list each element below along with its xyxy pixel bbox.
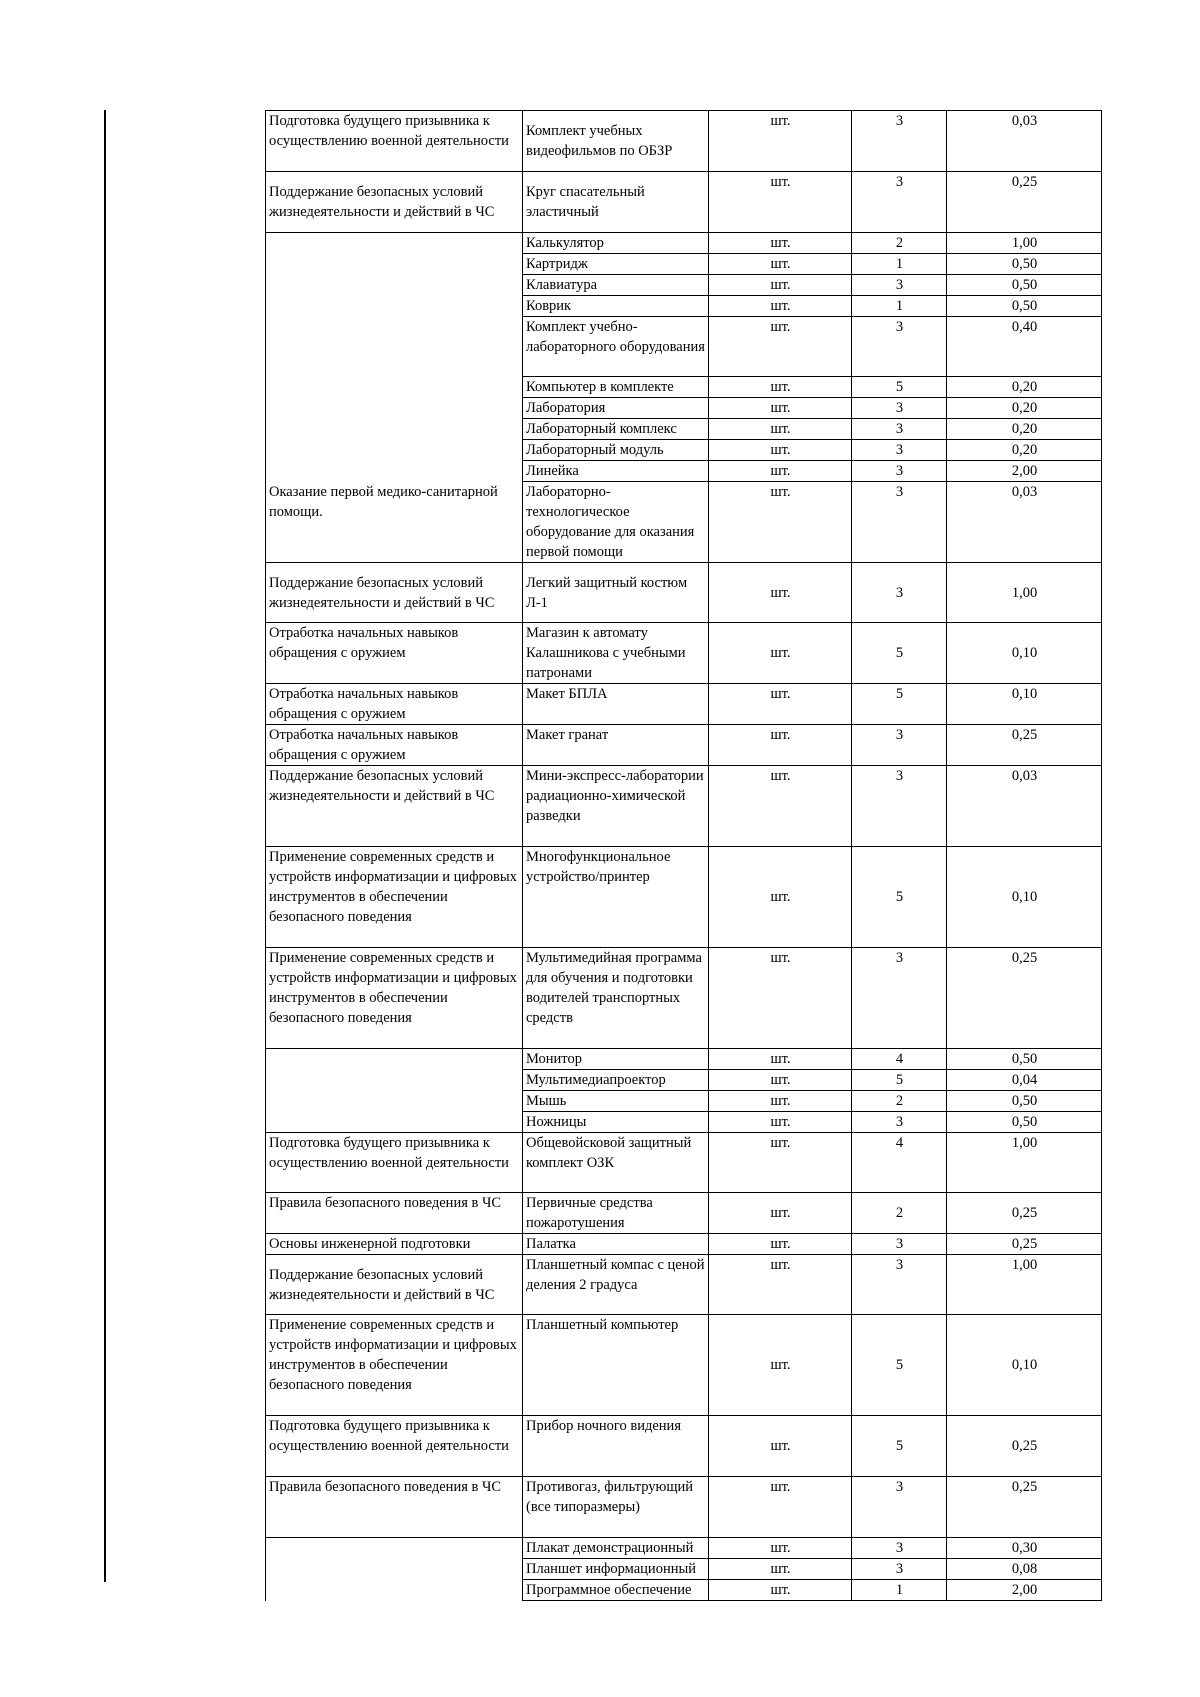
item-cell: Мультимедиапроектор — [523, 1070, 709, 1091]
table-row — [266, 1234, 1102, 1255]
item-cell: Комплект учебных видеофильмов по ОБЗР — [523, 111, 709, 172]
norm-cell: 1,00 — [947, 233, 1102, 254]
unit-cell: шт. — [709, 766, 852, 847]
table-row — [266, 847, 1102, 948]
item-cell: Первичные средства пожаротушения — [523, 1193, 709, 1234]
table-row — [266, 1315, 1102, 1416]
norm-cell: 0,10 — [947, 623, 1102, 684]
item-cell: Планшет информационный — [523, 1559, 709, 1580]
section-cell: Подготовка будущего призывника к осуществлению военной деятельности — [266, 1133, 523, 1193]
table-row — [266, 1538, 1102, 1559]
qty-cell: 5 — [852, 1315, 947, 1416]
norm-cell: 1,00 — [947, 1133, 1102, 1193]
norm-cell: 0,50 — [947, 254, 1102, 275]
norm-cell: 0,03 — [947, 482, 1102, 563]
unit-cell: шт. — [709, 419, 852, 440]
norm-cell: 0,20 — [947, 377, 1102, 398]
norm-cell: 0,03 — [947, 111, 1102, 172]
norm-cell: 0,10 — [947, 684, 1102, 725]
qty-cell: 3 — [852, 948, 947, 1049]
qty-cell: 3 — [852, 725, 947, 766]
left-margin-rule — [104, 110, 106, 1582]
section-cell: Отработка начальных навыков обращения с оружием — [266, 623, 523, 684]
item-cell: Плакат демонстрационный — [523, 1538, 709, 1559]
norm-cell: 1,00 — [947, 563, 1102, 623]
item-cell: Прибор ночного видения — [523, 1416, 709, 1477]
unit-cell: шт. — [709, 317, 852, 377]
qty-cell: 5 — [852, 847, 947, 948]
table-row — [266, 766, 1102, 847]
qty-cell: 3 — [852, 1477, 947, 1538]
qty-cell: 5 — [852, 377, 947, 398]
norm-cell: 0,50 — [947, 1049, 1102, 1070]
item-cell: Картридж — [523, 254, 709, 275]
table-row — [266, 725, 1102, 766]
unit-cell: шт. — [709, 1049, 852, 1070]
qty-cell: 3 — [852, 172, 947, 233]
qty-cell: 3 — [852, 1559, 947, 1580]
table-row — [266, 111, 1102, 172]
table-row — [266, 1255, 1102, 1315]
qty-cell: 3 — [852, 111, 947, 172]
item-cell: Компьютер в комплекте — [523, 377, 709, 398]
section-cell: Поддержание безопасных условий жизнедеятельности и действий в ЧС — [266, 766, 523, 847]
norm-cell: 0,25 — [947, 1477, 1102, 1538]
unit-cell: шт. — [709, 563, 852, 623]
norm-cell: 0,25 — [947, 725, 1102, 766]
section-cell: Основы инженерной подготовки — [266, 1234, 523, 1255]
section-cell: Применение современных средств и устройств информатизации и цифровых инструментов в обеспечении безопасного поведения — [266, 847, 523, 948]
norm-cell: 0,25 — [947, 172, 1102, 233]
section-cell: Поддержание безопасных условий жизнедеятельности и действий в ЧС — [266, 172, 523, 233]
item-cell: Калькулятор — [523, 233, 709, 254]
qty-cell: 3 — [852, 440, 947, 461]
qty-cell: 1 — [852, 296, 947, 317]
item-cell: Палатка — [523, 1234, 709, 1255]
item-cell: Комплект учебно-лабораторного оборудования — [523, 317, 709, 377]
unit-cell: шт. — [709, 1070, 852, 1091]
norm-cell: 0,25 — [947, 1234, 1102, 1255]
unit-cell: шт. — [709, 623, 852, 684]
section-cell: Применение современных средств и устройств информатизации и цифровых инструментов в обеспечении безопасного поведения — [266, 948, 523, 1049]
unit-cell: шт. — [709, 1255, 852, 1315]
unit-cell: шт. — [709, 725, 852, 766]
norm-cell: 0,25 — [947, 948, 1102, 1049]
qty-cell: 2 — [852, 233, 947, 254]
section-cell: Подготовка будущего призывника к осуществлению военной деятельности — [266, 1416, 523, 1477]
table-row — [266, 1477, 1102, 1538]
unit-cell: шт. — [709, 254, 852, 275]
table-row — [266, 172, 1102, 233]
qty-cell: 3 — [852, 563, 947, 623]
qty-cell: 2 — [852, 1193, 947, 1234]
norm-cell: 0,03 — [947, 766, 1102, 847]
section-cell: Поддержание безопасных условий жизнедеятельности и действий в ЧС — [266, 1255, 523, 1315]
section-cell: Правила безопасного поведения в ЧС — [266, 1477, 523, 1538]
norm-cell: 0,20 — [947, 419, 1102, 440]
table-row — [266, 233, 1102, 254]
unit-cell: шт. — [709, 461, 852, 482]
unit-cell: шт. — [709, 948, 852, 1049]
qty-cell: 4 — [852, 1133, 947, 1193]
unit-cell: шт. — [709, 111, 852, 172]
item-cell: Монитор — [523, 1049, 709, 1070]
norm-cell: 0,40 — [947, 317, 1102, 377]
qty-cell: 5 — [852, 1416, 947, 1477]
qty-cell: 3 — [852, 1112, 947, 1133]
section-cell — [266, 1538, 523, 1601]
item-cell: Клавиатура — [523, 275, 709, 296]
qty-cell: 3 — [852, 275, 947, 296]
qty-cell: 3 — [852, 398, 947, 419]
unit-cell: шт. — [709, 482, 852, 563]
section-cell: Подготовка будущего призывника к осуществлению военной деятельности — [266, 111, 523, 172]
unit-cell: шт. — [709, 1538, 852, 1559]
item-cell: Лабораторный модуль — [523, 440, 709, 461]
qty-cell: 5 — [852, 1070, 947, 1091]
qty-cell: 1 — [852, 1580, 947, 1601]
section-cell: Правила безопасного поведения в ЧС — [266, 1193, 523, 1234]
item-cell: Планшетный компьютер — [523, 1315, 709, 1416]
table-row — [266, 1416, 1102, 1477]
unit-cell: шт. — [709, 684, 852, 725]
norm-cell: 0,50 — [947, 1112, 1102, 1133]
item-cell: Магазин к автомату Калашникова с учебными патронами — [523, 623, 709, 684]
section-cell: Отработка начальных навыков обращения с оружием — [266, 725, 523, 766]
norm-cell: 0,25 — [947, 1193, 1102, 1234]
item-cell: Легкий защитный костюм Л-1 — [523, 563, 709, 623]
qty-cell: 3 — [852, 1234, 947, 1255]
unit-cell: шт. — [709, 233, 852, 254]
unit-cell: шт. — [709, 1234, 852, 1255]
item-cell: Общевойсковой защитный комплект ОЗК — [523, 1133, 709, 1193]
norm-cell: 0,10 — [947, 1315, 1102, 1416]
item-cell: Ножницы — [523, 1112, 709, 1133]
unit-cell: шт. — [709, 847, 852, 948]
table-row — [266, 563, 1102, 623]
norm-cell: 0,50 — [947, 1091, 1102, 1112]
item-cell: Мультимедийная программа для обучения и подготовки водителей транспортных средств — [523, 948, 709, 1049]
norm-cell: 0,30 — [947, 1538, 1102, 1559]
item-cell: Лабораторный комплекс — [523, 419, 709, 440]
item-cell: Программное обеспечение — [523, 1580, 709, 1601]
table-row — [266, 948, 1102, 1049]
qty-cell: 3 — [852, 317, 947, 377]
item-cell: Коврик — [523, 296, 709, 317]
unit-cell: шт. — [709, 172, 852, 233]
table-row — [266, 684, 1102, 725]
qty-cell: 3 — [852, 419, 947, 440]
qty-cell: 3 — [852, 1538, 947, 1559]
norm-cell: 0,50 — [947, 275, 1102, 296]
qty-cell: 3 — [852, 766, 947, 847]
item-cell: Линейка — [523, 461, 709, 482]
item-cell: Противогаз, фильтрующий (все типоразмеры) — [523, 1477, 709, 1538]
table-row — [266, 1193, 1102, 1234]
equipment-table — [265, 110, 1102, 1601]
unit-cell: шт. — [709, 1112, 852, 1133]
norm-cell: 0,25 — [947, 1416, 1102, 1477]
item-cell: Макет гранат — [523, 725, 709, 766]
table-row — [266, 1133, 1102, 1193]
norm-cell: 0,04 — [947, 1070, 1102, 1091]
unit-cell: шт. — [709, 1580, 852, 1601]
item-cell: Лаборатория — [523, 398, 709, 419]
unit-cell: шт. — [709, 1133, 852, 1193]
item-cell: Многофункциональное устройство/принтер — [523, 847, 709, 948]
table-row — [266, 623, 1102, 684]
norm-cell: 0,10 — [947, 847, 1102, 948]
unit-cell: шт. — [709, 1193, 852, 1234]
norm-cell: 0,20 — [947, 440, 1102, 461]
qty-cell: 3 — [852, 461, 947, 482]
section-cell: Поддержание безопасных условий жизнедеятельности и действий в ЧС — [266, 563, 523, 623]
item-cell: Мини-экспресс-лаборатории радиационно-химической разведки — [523, 766, 709, 847]
unit-cell: шт. — [709, 1091, 852, 1112]
norm-cell: 2,00 — [947, 1580, 1102, 1601]
item-cell: Макет БПЛА — [523, 684, 709, 725]
table-row — [266, 1049, 1102, 1070]
item-cell: Круг спасательный эластичный — [523, 172, 709, 233]
norm-cell: 0,50 — [947, 296, 1102, 317]
section-cell: Отработка начальных навыков обращения с оружием — [266, 684, 523, 725]
unit-cell: шт. — [709, 275, 852, 296]
item-cell: Планшетный компас с ценой деления 2 градуса — [523, 1255, 709, 1315]
qty-cell: 2 — [852, 1091, 947, 1112]
unit-cell: шт. — [709, 1315, 852, 1416]
norm-cell: 0,08 — [947, 1559, 1102, 1580]
unit-cell: шт. — [709, 398, 852, 419]
unit-cell: шт. — [709, 1559, 852, 1580]
qty-cell: 5 — [852, 684, 947, 725]
section-cell: Оказание первой медико-санитарной помощи. — [266, 233, 523, 563]
norm-cell: 2,00 — [947, 461, 1102, 482]
section-cell: Применение современных средств и устройств информатизации и цифровых инструментов в обеспечении безопасного поведения — [266, 1315, 523, 1416]
item-cell: Мышь — [523, 1091, 709, 1112]
unit-cell: шт. — [709, 440, 852, 461]
qty-cell: 4 — [852, 1049, 947, 1070]
qty-cell: 3 — [852, 482, 947, 563]
qty-cell: 3 — [852, 1255, 947, 1315]
norm-cell: 1,00 — [947, 1255, 1102, 1315]
qty-cell: 1 — [852, 254, 947, 275]
item-cell: Лабораторно-технологическое оборудование для оказания первой помощи — [523, 482, 709, 563]
section-cell — [266, 1049, 523, 1133]
unit-cell: шт. — [709, 377, 852, 398]
norm-cell: 0,20 — [947, 398, 1102, 419]
unit-cell: шт. — [709, 1416, 852, 1477]
unit-cell: шт. — [709, 296, 852, 317]
unit-cell: шт. — [709, 1477, 852, 1538]
qty-cell: 5 — [852, 623, 947, 684]
